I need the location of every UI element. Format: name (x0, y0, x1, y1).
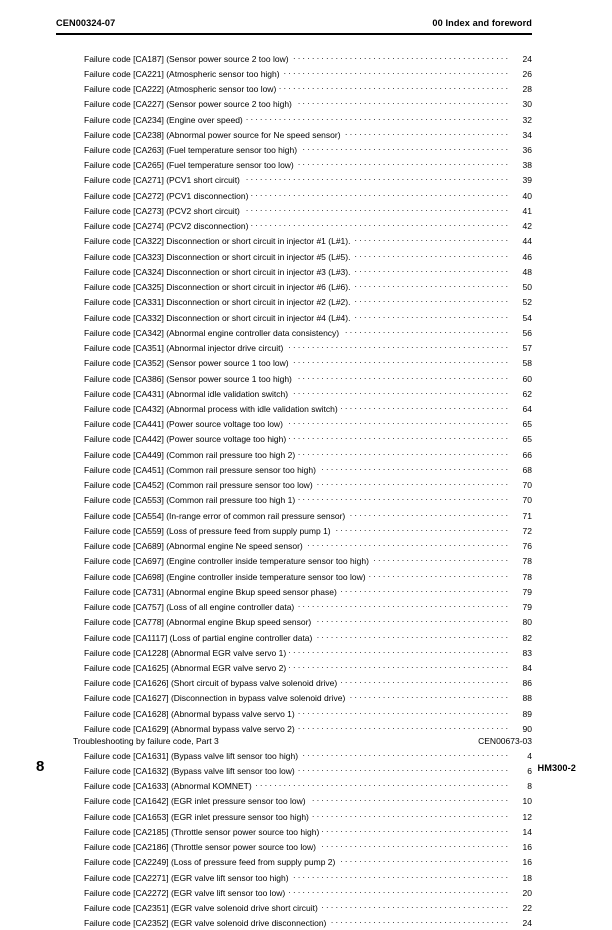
toc-entry[interactable] (56, 869, 532, 884)
toc-entry-page-number: 56 (522, 327, 532, 338)
toc-entry-title: Failure code [CA449] (Common rail pressure too high 2) (84, 449, 296, 460)
toc-entry[interactable] (56, 808, 532, 823)
toc-entry[interactable] (56, 900, 532, 915)
toc-entry-leader-dots (292, 869, 508, 881)
toc-entry-leader-dots (243, 202, 508, 214)
toc-entry[interactable] (56, 747, 532, 762)
toc-entry[interactable] (56, 659, 532, 674)
toc-entry[interactable] (56, 385, 532, 400)
toc-entry-leader-dots (289, 431, 508, 443)
toc-entry-title: Failure code [CA274] (PCV2 disconnection) (84, 221, 249, 232)
toc-entry-page-number: 30 (522, 99, 532, 110)
toc-entry-title: Failure code [CA689] (Abnormal engine Ne speed sensor) (84, 541, 303, 552)
toc-entry-title: Failure code [CA342] (Abnormal engine controller data consistency) (84, 327, 340, 338)
toc-entry-leader-dots (243, 172, 508, 184)
toc-entry[interactable] (56, 400, 532, 415)
toc-entry-page-number: 48 (522, 266, 532, 277)
toc-entry[interactable] (56, 762, 532, 777)
toc-entry-page-number: 52 (522, 297, 532, 308)
toc-entry[interactable] (56, 111, 532, 126)
toc-entry-title: Failure code [CA234] (Engine over speed) (84, 114, 243, 125)
toc-entry[interactable] (56, 461, 532, 476)
toc-entry-leader-dots (344, 126, 508, 138)
toc-entry[interactable] (56, 126, 532, 141)
toc-entry-page-number: 44 (522, 236, 532, 247)
toc-entry-leader-dots (319, 461, 508, 473)
toc-entry-title: Failure code [CA451] (Common rail pressure sensor too high) (84, 464, 316, 475)
toc-entry-title: Failure code [CA263] (Fuel temperature sensor too high) (84, 145, 298, 156)
toc-entry-title: Failure code [CA452] (Common rail pressure sensor too low) (84, 480, 313, 491)
toc-entry-title: Failure code [CA1629] (Abnormal bypass valve servo 2) (84, 723, 295, 734)
toc-entry-title: Failure code [CA1633] (Abnormal KOMNET) (84, 781, 252, 792)
toc-entry-page-number: 78 (522, 556, 532, 567)
toc-entry-page-number: 38 (522, 160, 532, 171)
toc-entry-title: Failure code [CA265] (Fuel temperature sensor too low) (84, 160, 294, 171)
toc-entry-page-number: 82 (522, 632, 532, 643)
toc-entry-page-number: 6 (527, 766, 532, 777)
toc-entry[interactable] (56, 568, 532, 583)
toc-entry[interactable] (56, 446, 532, 461)
toc-entry-title: Failure code [CA1117] (Loss of partial engine controller data) (84, 632, 313, 643)
toc-section-reference: CEN00673-03 (478, 735, 532, 746)
toc-entry-leader-dots (322, 823, 508, 835)
toc-entry-page-number: 24 (522, 918, 532, 929)
toc-entry-leader-dots (353, 294, 508, 306)
toc-entry[interactable] (56, 370, 532, 385)
toc-entry-leader-dots (338, 854, 508, 866)
toc-entry[interactable] (56, 884, 532, 899)
toc-entry-page-number: 24 (522, 53, 532, 64)
toc-entry-leader-dots (289, 644, 508, 656)
toc-entry-title: Failure code [CA1653] (EGR inlet pressure sensor too high) (84, 811, 309, 822)
toc-entry-leader-dots (353, 263, 508, 275)
toc-entry-title: Failure code [CA1628] (Abnormal bypass valve servo 1) (84, 708, 295, 719)
toc-entry-title: Failure code [CA2185] (Throttle sensor power source too high) (84, 826, 320, 837)
toc-entry[interactable] (56, 218, 532, 233)
toc-entry[interactable] (56, 675, 532, 690)
toc-entry[interactable] (56, 915, 532, 930)
toc-entry[interactable] (56, 477, 532, 492)
toc-entry[interactable] (56, 644, 532, 659)
toc-entry-title: Failure code [CA187] (Sensor power source 2 too low) (84, 53, 289, 64)
toc-entry-page-number: 20 (522, 887, 532, 898)
toc-entry-page-number: 83 (522, 647, 532, 658)
toc-entry-leader-dots (251, 187, 508, 199)
toc-entry-title: Failure code [CA431] (Abnormal idle validation switch) (84, 388, 289, 399)
header-section-title: 00 Index and foreword (432, 18, 532, 28)
toc-entry-title: Failure code [CA2271] (EGR valve lift sensor too high) (84, 872, 289, 883)
toc-entry-leader-dots (348, 690, 508, 702)
toc-entry-page-number: 4 (527, 750, 532, 761)
toc-entry[interactable] (56, 690, 532, 705)
toc-entry-page-number: 54 (522, 312, 532, 323)
toc-entry-leader-dots (312, 808, 508, 820)
toc-entry[interactable] (56, 823, 532, 838)
toc-entry[interactable] (56, 492, 532, 507)
toc-entry[interactable] (56, 431, 532, 446)
toc-entry-page-number: 72 (522, 525, 532, 536)
toc-entry-title: Failure code [CA323] Disconnection or short circuit in injector #5 (L#5). (84, 251, 351, 262)
toc-entry-page-number: 79 (522, 586, 532, 597)
toc-entry-page-number: 12 (522, 811, 532, 822)
toc-section-title: Troubleshooting by failure code, Part 3 (73, 735, 219, 746)
toc-entry-title: Failure code [CA757] (Loss of all engine controller data) (84, 602, 295, 613)
page-header (56, 18, 532, 28)
table-of-contents (56, 50, 532, 930)
toc-entry-leader-dots (309, 793, 508, 805)
toc-entry-page-number: 41 (522, 205, 532, 216)
toc-entry-title: Failure code [CA441] (Power source voltage too low) (84, 419, 283, 430)
toc-entry-page-number: 57 (522, 343, 532, 354)
toc-entry-leader-dots (297, 157, 508, 169)
toc-entry-page-number: 58 (522, 358, 532, 369)
toc-entry[interactable] (56, 50, 532, 65)
toc-entry-title: Failure code [CA386] (Sensor power source 1 too high) (84, 373, 292, 384)
toc-entry[interactable] (56, 355, 532, 370)
toc-entry[interactable] (56, 187, 532, 202)
toc-entry-leader-dots (289, 659, 508, 671)
toc-entry-title: Failure code [CA324] Disconnection or short circuit in injector #3 (L#3). (84, 266, 351, 277)
toc-entry[interactable] (56, 538, 532, 553)
toc-entry-leader-dots (301, 747, 508, 759)
toc-entry-page-number: 14 (522, 826, 532, 837)
toc-entry-leader-dots (353, 248, 508, 260)
toc-entry-title: Failure code [CA272] (PCV1 disconnection) (84, 190, 249, 201)
toc-entry[interactable] (56, 839, 532, 854)
toc-entry-page-number: 70 (522, 480, 532, 491)
toc-entry-title: Failure code [CA442] (Power source voltage too high) (84, 434, 287, 445)
toc-entry-page-number: 32 (522, 114, 532, 125)
toc-entry-title: Failure code [CA698] (Engine controller inside temperature sensor too low) (84, 571, 366, 582)
toc-entry-title: Failure code [CA1627] (Disconnection in bypass valve solenoid drive) (84, 693, 346, 704)
toc-entry-title: Failure code [CA2351] (EGR valve solenoid drive short circuit) (84, 903, 318, 914)
toc-entry-leader-dots (291, 385, 508, 397)
toc-entry-page-number: 65 (522, 434, 532, 445)
toc-entry-page-number: 65 (522, 419, 532, 430)
toc-entry-leader-dots (353, 309, 508, 321)
toc-entry[interactable] (56, 263, 532, 278)
footer-page-number: 8 (36, 758, 45, 775)
toc-entry-title: Failure code [CA331] Disconnection or short circuit in injector #2 (L#2). (84, 297, 351, 308)
toc-entry[interactable] (56, 324, 532, 339)
toc-entry-page-number: 46 (522, 251, 532, 262)
toc-entry-page-number: 16 (522, 857, 532, 868)
toc-entry-title: Failure code [CA271] (PCV1 short circuit) (84, 175, 240, 186)
toc-entry[interactable] (56, 141, 532, 156)
toc-entry-leader-dots (300, 141, 508, 153)
toc-entry-page-number: 90 (522, 723, 532, 734)
toc-section-header[interactable] (56, 736, 532, 748)
toc-entry[interactable] (56, 507, 532, 522)
toc-entry-title: Failure code [CA325] Disconnection or short circuit in injector #6 (L#6). (84, 282, 351, 293)
toc-entry-page-number: 84 (522, 662, 532, 673)
toc-entry-title: Failure code [CA2352] (EGR valve solenoid drive disconnection) (84, 918, 327, 929)
toc-entry-leader-dots (292, 355, 508, 367)
toc-entry-title: Failure code [CA2186] (Throttle sensor power source too low) (84, 842, 316, 853)
toc-entry-leader-dots (340, 675, 508, 687)
toc-entry-page-number: 10 (522, 796, 532, 807)
toc-entry-leader-dots (348, 507, 508, 519)
toc-entry-leader-dots (283, 65, 508, 77)
toc-entry-leader-dots (295, 370, 508, 382)
toc-entry-page-number: 80 (522, 617, 532, 628)
toc-entry-leader-dots (314, 614, 508, 626)
toc-entry-page-number: 62 (522, 388, 532, 399)
footer-model-name: HM300-2 (537, 763, 576, 773)
toc-entry[interactable] (56, 793, 532, 808)
toc-entry[interactable] (56, 583, 532, 598)
toc-entry-page-number: 66 (522, 449, 532, 460)
toc-entry-page-number: 64 (522, 404, 532, 414)
toc-entry-leader-dots (369, 568, 508, 580)
toc-entry-leader-dots (306, 538, 508, 550)
toc-entry-leader-dots (292, 50, 508, 62)
toc-entry[interactable] (56, 172, 532, 187)
toc-entry-leader-dots (353, 279, 508, 291)
toc-entry-leader-dots (340, 583, 508, 595)
toc-entry[interactable] (56, 96, 532, 111)
toc-entry-title: Failure code [CA322] Disconnection or short circuit in injector #1 (L#1). (84, 236, 351, 247)
toc-entry-leader-dots (341, 400, 508, 412)
toc-entry[interactable] (56, 416, 532, 431)
toc-entry-page-number: 26 (522, 68, 532, 79)
toc-entry-page-number: 86 (522, 678, 532, 689)
toc-entry[interactable] (56, 65, 532, 80)
toc-entry-title: Failure code [CA778] (Abnormal engine Bkup speed sensor) (84, 617, 312, 628)
toc-entry[interactable] (56, 202, 532, 217)
header-divider (56, 33, 532, 35)
toc-entry-leader-dots (279, 80, 508, 92)
toc-entry-leader-dots (319, 839, 508, 851)
toc-entry-leader-dots (298, 762, 508, 774)
toc-entry-leader-dots (298, 492, 508, 504)
toc-entry-page-number: 36 (522, 145, 532, 156)
toc-entry-leader-dots (298, 705, 508, 717)
toc-entry-title: Failure code [CA554] (In-range error of common rail pressure sensor) (84, 510, 346, 521)
toc-entry-leader-dots (298, 446, 508, 458)
toc-entry-leader-dots (295, 96, 508, 108)
toc-entry-leader-dots (246, 111, 508, 123)
toc-entry[interactable] (56, 854, 532, 869)
toc-entry[interactable] (56, 233, 532, 248)
toc-entry-page-number: 18 (522, 872, 532, 883)
toc-entry-title: Failure code [CA222] (Atmospheric sensor too low) (84, 84, 277, 95)
toc-entry[interactable] (56, 309, 532, 324)
toc-entry[interactable] (56, 248, 532, 263)
toc-entry-title: Failure code [CA559] (Loss of pressure feed from supply pump 1) (84, 525, 331, 536)
toc-entry-title: Failure code [CA731] (Abnormal engine Bkup speed sensor phase) (84, 586, 337, 597)
toc-entry-leader-dots (353, 233, 508, 245)
toc-entry[interactable] (56, 598, 532, 613)
toc-entry[interactable] (56, 720, 532, 735)
toc-entry-title: Failure code [CA1632] (Bypass valve lift sensor too low) (84, 766, 295, 777)
toc-entry-page-number: 34 (522, 129, 532, 140)
toc-entry-page-number: 50 (522, 282, 532, 293)
toc-entry-leader-dots (288, 884, 508, 896)
toc-entry-leader-dots (286, 416, 508, 428)
toc-entry-title: Failure code [CA352] (Sensor power source 1 too low) (84, 358, 289, 369)
toc-entry-title: Failure code [CA227] (Sensor power source 2 too high) (84, 99, 292, 110)
toc-entry-leader-dots (329, 915, 508, 927)
toc-entry-page-number: 89 (522, 708, 532, 719)
toc-entry-page-number: 88 (522, 693, 532, 704)
toc-entry-page-number: 71 (522, 510, 532, 521)
toc-entry-page-number: 76 (522, 541, 532, 552)
toc-entry-page-number: 79 (522, 602, 532, 613)
toc-entry-page-number: 60 (522, 373, 532, 384)
toc-entry-leader-dots (286, 339, 508, 351)
toc-entry-leader-dots (372, 553, 508, 565)
toc-entry-title: Failure code [CA351] (Abnormal injector drive circuit) (84, 343, 284, 354)
toc-entry-leader-dots (342, 324, 508, 336)
toc-entry[interactable] (56, 553, 532, 568)
toc-entry-leader-dots (321, 900, 508, 912)
toc-entry[interactable] (56, 778, 532, 793)
toc-entry-page-number: 78 (522, 571, 532, 582)
toc-entry-page-number: 40 (522, 190, 532, 201)
toc-entry-page-number: 42 (522, 221, 532, 232)
toc-entry-title: Failure code [CA553] (Common rail pressure too high 1) (84, 495, 296, 506)
toc-entry-title: Failure code [CA432] (Abnormal process with idle validation switch) (84, 404, 338, 414)
toc-entry[interactable] (56, 80, 532, 95)
toc-entry-title: Failure code [CA332] Disconnection or short circuit in injector #4 (L#4). (84, 312, 351, 323)
toc-entry-title: Failure code [CA238] (Abnormal power source for Ne speed sensor) (84, 129, 341, 140)
toc-entry-leader-dots (315, 629, 508, 641)
toc-entry-title: Failure code [CA2272] (EGR valve lift sensor too low) (84, 887, 286, 898)
toc-entry[interactable] (56, 629, 532, 644)
toc-entry-leader-dots (334, 522, 508, 534)
toc-entry[interactable] (56, 157, 532, 172)
toc-entry-page-number: 39 (522, 175, 532, 186)
toc-entry-page-number: 68 (522, 464, 532, 475)
toc-entry-leader-dots (316, 477, 508, 489)
toc-entry[interactable] (56, 279, 532, 294)
toc-entry-title: Failure code [CA273] (PCV2 short circuit) (84, 205, 240, 216)
toc-entry-title: Failure code [CA1228] (Abnormal EGR valve servo 1) (84, 647, 287, 658)
toc-entry[interactable] (56, 522, 532, 537)
toc-entry[interactable] (56, 294, 532, 309)
toc-entry-title: Failure code [CA2249] (Loss of pressure feed from supply pump 2) (84, 857, 336, 868)
toc-entry-page-number: 28 (522, 84, 532, 95)
toc-entry-title: Failure code [CA1642] (EGR inlet pressure sensor too low) (84, 796, 306, 807)
toc-entry-page-number: 8 (527, 781, 532, 792)
toc-entry-title: Failure code [CA697] (Engine controller inside temperature sensor too high) (84, 556, 369, 567)
toc-entry[interactable] (56, 614, 532, 629)
toc-entry[interactable] (56, 705, 532, 720)
toc-entry-title: Failure code [CA221] (Atmospheric sensor too high) (84, 68, 280, 79)
toc-entry-page-number: 22 (522, 903, 532, 914)
toc-entry[interactable] (56, 339, 532, 354)
toc-entry-title: Failure code [CA1626] (Short circuit of bypass valve solenoid drive) (84, 678, 338, 689)
toc-entry-title: Failure code [CA1631] (Bypass valve lift sensor too high) (84, 750, 299, 761)
toc-entry-leader-dots (297, 598, 508, 610)
toc-entry-leader-dots (255, 778, 508, 790)
header-document-number: CEN00324-07 (56, 18, 116, 28)
toc-entry-page-number: 70 (522, 495, 532, 506)
toc-entry-title: Failure code [CA1625] (Abnormal EGR valve servo 2) (84, 662, 287, 673)
toc-entry-leader-dots (251, 218, 508, 230)
toc-entry-leader-dots (298, 720, 508, 732)
toc-entry-page-number: 16 (522, 842, 532, 853)
